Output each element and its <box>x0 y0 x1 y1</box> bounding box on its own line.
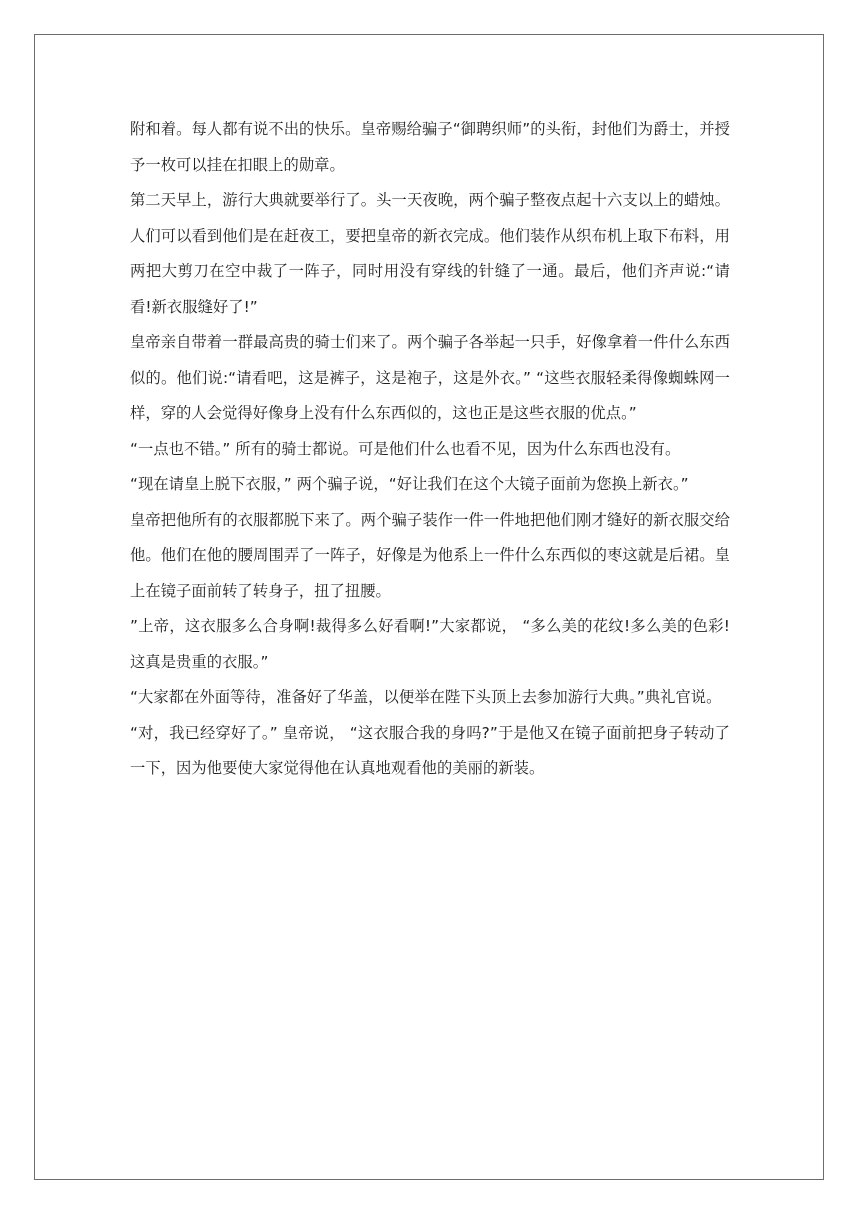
paragraph-5: “现在请皇上脱下衣服，” 两个骗子说，“好让我们在这个大镜子面前为您换上新衣。” <box>130 475 689 493</box>
paragraph-8: “大家都在外面等待，准备好了华盖，以便举在陛下头顶上去参加游行大典。”典礼官说。 <box>130 688 722 706</box>
paragraph-4: “一点也不错。” 所有的骑士都说。可是他们什么也看不见，因为什么东西也没有。 <box>130 439 681 458</box>
paragraph-7: ”上帝，这衣服多么合身啊!裁得多么好看啊!”大家都说， “多么美的花纹!多么美的色彩!这真是贵重的衣服。” <box>130 617 730 671</box>
paragraph-3: 皇帝亲自带着一群最高贵的骑士们来了。两个骗子各举起一只手，好像拿着一件什么东西似的。他们说:“请看吧，这是裤子，这是袍子，这是外衣。” “这些衣服轻柔得像蜘蛛网一样，穿的人会觉得好像身上没有什么东西似的，这也正是这些衣服的优点。” <box>130 333 730 422</box>
paragraph-1: 附和着。每人都有说不出的快乐。皇帝赐给骗子“御聘织师”的头衔，封他们为爵士，并授予一枚可以挂在扣眼上的勋章。 <box>130 120 730 174</box>
paragraph-6: 皇帝把他所有的衣服都脱下来了。两个骗子装作一件一件地把他们刚才缝好的新衣服交给他。他们在他的腰周围弄了一阵子，好像是为他系上一件什么东西似的枣这就是后裙。皇上在镜子面前转了转身子，扭了扭腰。 <box>130 510 730 600</box>
document-body <box>130 112 730 787</box>
paragraph-9: “对，我已经穿好了。” 皇帝说， “这衣服合我的身吗?”于是他又在镜子面前把身子转动了一下，因为他要使大家觉得他在认真地观看他的美丽的新装。 <box>130 723 730 777</box>
paragraph-2: 第二天早上，游行大典就要举行了。头一天夜晚，两个骗子整夜点起十六支以上的蜡烛。人们可以看到他们是在赶夜工，要把皇帝的新衣完成。他们装作从织布机上取下布料，用两把大剪刀在空中裁了一阵子，同时用没有穿线的针缝了一通。最后，他们齐声说:“请看!新衣服缝好了!” <box>130 191 730 316</box>
